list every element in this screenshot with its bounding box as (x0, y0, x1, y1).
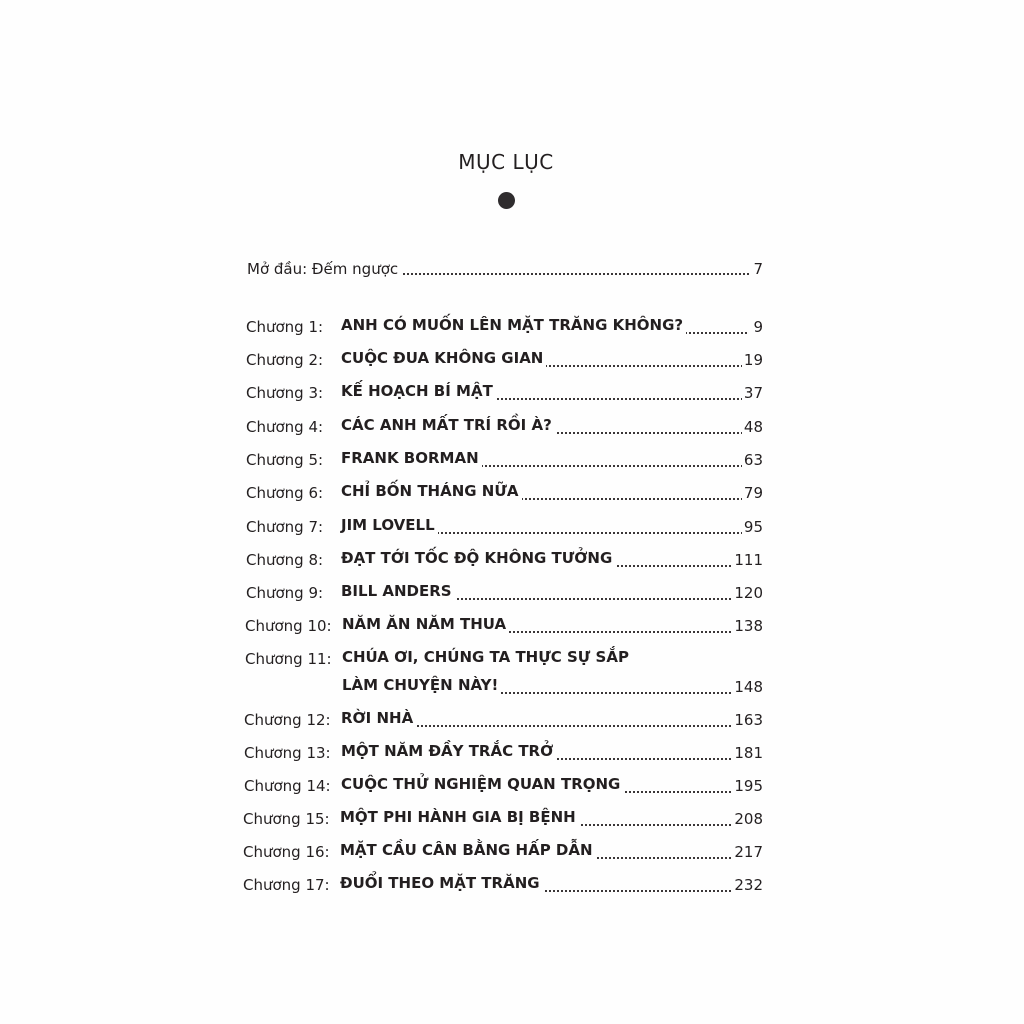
toc-page-number: 120 (734, 584, 763, 602)
toc-page-number: 217 (734, 843, 763, 861)
toc-chapter-title: CÁC ANH MẤT TRÍ RỒI À? (341, 416, 555, 434)
toc-chapter-title: CHỈ BỐN THÁNG NỮA (341, 482, 522, 500)
toc-entry (246, 316, 763, 340)
toc-page-number: 95 (743, 518, 763, 536)
toc-entry (245, 648, 763, 704)
toc-chapter-title: NĂM ĂN NĂM THUA (342, 615, 509, 633)
toc-page-number: 208 (734, 810, 763, 828)
toc-entry (246, 382, 763, 406)
toc-chapter-number: Chương 6: (246, 484, 324, 502)
toc-chapter-title: ĐẠT TỚI TỐC ĐỘ KHÔNG TƯỞNG (341, 549, 615, 567)
toc-chapter-title: CUỘC THỬ NGHIỆM QUAN TRỌNG (341, 775, 623, 793)
toc-page-number: 48 (743, 418, 763, 436)
toc-chapter-title: RỜI NHÀ (341, 709, 416, 727)
toc-chapter-title: ANH CÓ MUỐN LÊN MẶT TRĂNG KHÔNG? (341, 316, 686, 334)
toc-chapter-number: Chương 9: (246, 584, 324, 602)
toc-page-number: 181 (734, 744, 763, 762)
toc-chapter-title: MẶT CẦU CÂN BẰNG HẤP DẪN (340, 841, 596, 859)
toc-intro-entry (247, 258, 763, 282)
toc-page-number: 138 (734, 617, 763, 635)
toc-chapter-title-line2: LÀM CHUYỆN NÀY! (342, 676, 501, 694)
toc-leader-dots (361, 723, 747, 727)
toc-chapter-title: CUỘC ĐUA KHÔNG GIAN (341, 349, 546, 367)
toc-chapter-title: KẾ HOẠCH BÍ MẬT (341, 382, 496, 400)
toc-page-number: 148 (734, 678, 763, 696)
toc-chapter-number: Chương 7: (246, 518, 324, 536)
toc-entry (246, 549, 763, 573)
toc-page-number: 195 (734, 777, 763, 795)
toc-chapter-number: Chương 3: (246, 384, 324, 402)
toc-page-number: 163 (734, 711, 763, 729)
toc-chapter-title: MỘT NĂM ĐẦY TRẮC TRỞ (341, 742, 556, 760)
toc-chapter-number: Chương 2: (246, 351, 324, 369)
toc-chapter-number: Chương 14: (244, 777, 331, 795)
toc-page-number: 37 (743, 384, 763, 402)
toc-chapter-number: Chương 8: (246, 551, 324, 569)
toc-entry (245, 615, 763, 639)
toc-page-number: 19 (743, 351, 763, 369)
toc-chapter-title: ĐUỔI THEO MẶT TRĂNG (340, 874, 543, 892)
toc-chapter-title: MỘT PHI HÀNH GIA BỊ BỆNH (340, 808, 579, 826)
toc-chapter-number: Chương 12: (244, 711, 331, 729)
toc-page-number: 9 (753, 318, 763, 336)
toc-chapter-title: JIM LOVELL (341, 516, 438, 534)
toc-page-number: 111 (734, 551, 763, 569)
toc-chapter-number: Chương 13: (244, 744, 331, 762)
toc-chapter-number: Chương 17: (243, 876, 330, 894)
toc-entry (246, 516, 763, 540)
toc-entry (244, 775, 763, 799)
toc-entry (246, 582, 763, 606)
toc-chapter-title: FRANK BORMAN (341, 449, 482, 467)
toc-entry (246, 349, 763, 373)
toc-page-number: 232 (734, 876, 763, 894)
toc-entry (246, 416, 763, 440)
toc-entry (243, 874, 763, 898)
toc-leader-dots (387, 271, 749, 275)
toc-page-number: 7 (753, 260, 763, 278)
toc-chapter-number: Chương 4: (246, 418, 324, 436)
toc-chapter-number: Chương 5: (246, 451, 324, 469)
toc-chapter-number: Chương 16: (243, 843, 330, 861)
toc-chapter-number: Chương 10: (245, 617, 332, 635)
toc-entry (244, 742, 763, 766)
toc-entry (246, 482, 763, 506)
toc-entry (244, 709, 763, 733)
toc-chapter-number: Chương 11: (245, 650, 332, 668)
toc-page-number: 79 (743, 484, 763, 502)
toc-chapter-number: Chương 1: (246, 318, 324, 336)
toc-chapter-number: Chương 15: (243, 810, 330, 828)
toc-page-number: 63 (743, 451, 763, 469)
toc-heading: MỤC LỤC (458, 150, 554, 174)
toc-entry (246, 449, 763, 473)
toc-entry (243, 808, 763, 832)
toc-chapter-title: CHÚA ƠI, CHÚNG TA THỰC SỰ SẮP (342, 648, 632, 666)
toc-entry (243, 841, 763, 865)
ornament-dot (498, 192, 515, 209)
toc-chapter-title: BILL ANDERS (341, 582, 455, 600)
toc-intro-label: Mở đầu: Đếm ngược (247, 260, 401, 278)
